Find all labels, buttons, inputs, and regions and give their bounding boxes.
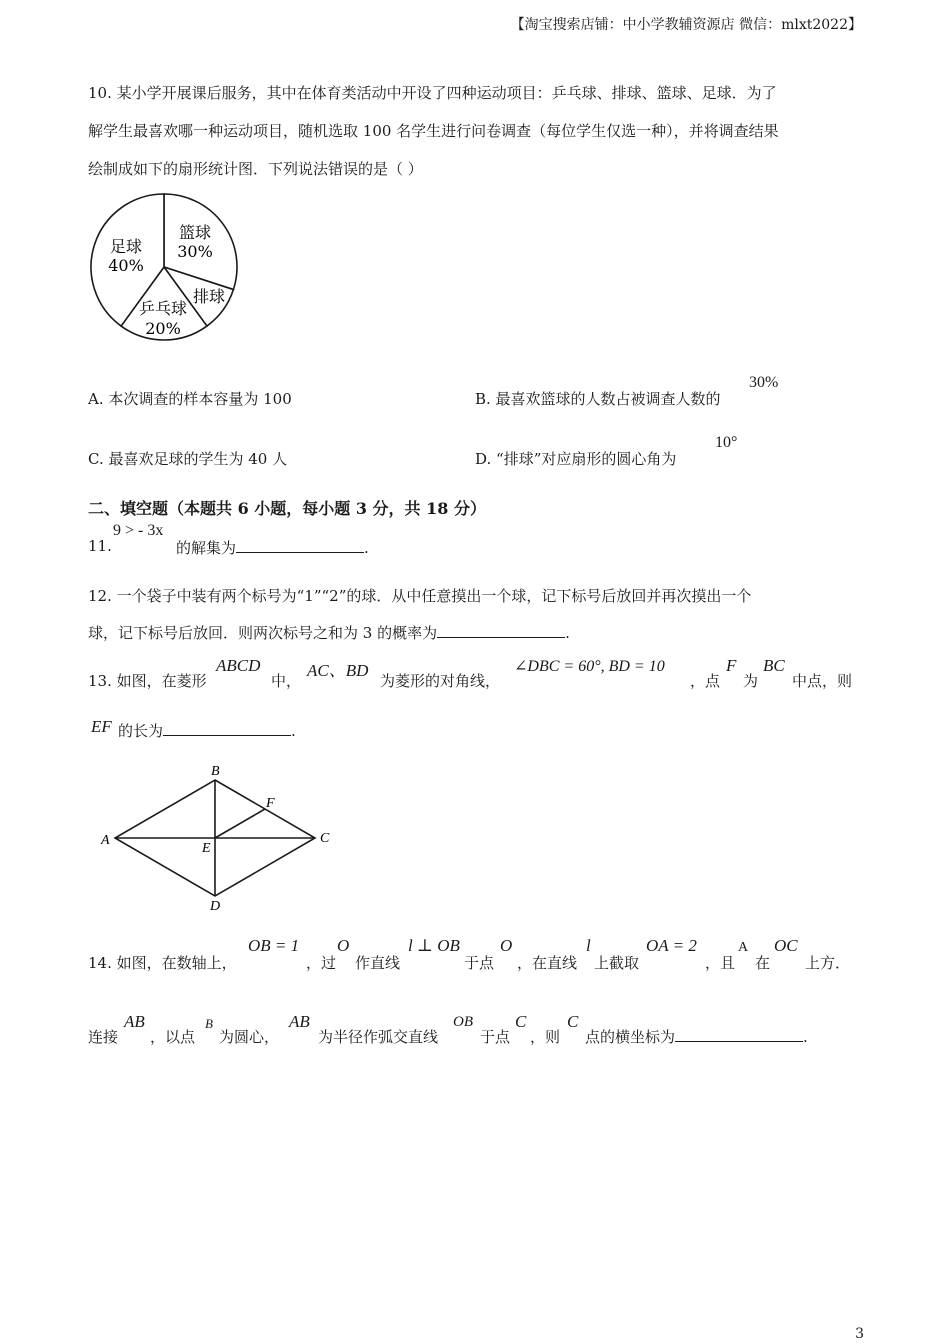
label-f: F [266, 796, 275, 811]
q13-m2: AC、BD [307, 661, 369, 680]
q14-p9: 上方． [805, 954, 851, 972]
q14-m2: O [337, 936, 350, 955]
q14-m5: l [586, 936, 591, 955]
q14-m4: O [500, 936, 513, 955]
q14-answer-blank [675, 1027, 803, 1042]
q14-n1: AB [124, 1012, 145, 1031]
q14-n2: B [205, 1016, 213, 1031]
q14-q5: 于点 [480, 1028, 511, 1046]
q13-p1: 13. 如图，在菱形 [88, 672, 207, 690]
page-number: 3 [855, 1326, 864, 1342]
q11-answer-blank [236, 538, 364, 553]
q13-p6: 中点，则 [792, 672, 853, 690]
label-b: B [211, 764, 220, 779]
q14-p6: 上截取 [594, 954, 640, 972]
q13-m1: ABCD [216, 656, 261, 675]
q14-p4: 于点 [464, 954, 495, 972]
page-header: 【淘宝搜索店铺：中小学教辅资源店 微信：mlxt2022】 [510, 17, 862, 33]
q14-p2: ，过 [306, 954, 337, 972]
q14-n3: AB [289, 1012, 310, 1031]
q13-p4: ，点 [690, 672, 721, 690]
q13-p2: 中， [271, 672, 302, 690]
q13-m5: BC [763, 656, 785, 675]
q13-p5: 为 [743, 672, 759, 690]
q14-q2: ，以点 [150, 1028, 196, 1046]
pie-label-pingpong: 乒乓球 [138, 299, 188, 318]
q10-option-d-math: 10° [715, 434, 738, 451]
q10-line3: 绘制成如下的扇形统计图．下列说法错误的是（ ） [88, 160, 423, 178]
q14-m8: OC [774, 936, 798, 955]
q11-text: 的解集为 . [176, 539, 369, 557]
q11-math: 9 > - 3x [113, 522, 164, 539]
pie-label-volleyball: 排球 [192, 287, 226, 306]
label-c: C [320, 831, 330, 846]
pie-chart [85, 188, 245, 348]
q14-m1: OB = 1 [248, 936, 300, 955]
q13-m3: ∠DBC = 60°, BD = 10 [514, 658, 665, 675]
q14-q1: 连接 [88, 1028, 119, 1046]
q14-n6: C [567, 1012, 579, 1031]
q13-answer-blank [163, 721, 291, 736]
q10-option-b-math: 30% [749, 374, 779, 391]
pie-value-pingpong: 20% [145, 319, 181, 338]
pie-label-basketball: 篮球 [178, 223, 212, 242]
q14-q7: 点的横坐标为 . [585, 1028, 808, 1046]
q13-m6: EF [91, 717, 112, 736]
q10-option-d: D. “排球”对应扇形的圆心角为 [475, 450, 677, 468]
q14-q3: 为圆心， [219, 1028, 280, 1046]
q14-n5: C [515, 1012, 527, 1031]
q10-option-c: C. 最喜欢足球的学生为 40 人 [88, 450, 288, 468]
pie-value-football: 40% [108, 256, 144, 275]
q14-p8: 在 [755, 954, 771, 972]
q14-p7: ，且 [705, 954, 736, 972]
q10-option-b: B. 最喜欢篮球的人数占被调查人数的 [475, 390, 721, 408]
q10-line2: 解学生最喜欢哪一种运动项目，随机选取 100 名学生进行问卷调查（每位学生仅选一种），并将调查结果 [88, 122, 779, 140]
pie-label-football: 足球 [109, 237, 143, 256]
label-e: E [202, 841, 211, 856]
q10-line1: 10. 某小学开展课后服务，其中在体育类活动中开设了四种运动项目：乒乓球、排球、篮球、足球．为了 [88, 84, 777, 102]
q14-q6: ，则 [530, 1028, 561, 1046]
q11-number: 11. [88, 537, 112, 555]
q10-option-a: A. 本次调查的样本容量为 100 [88, 390, 292, 408]
section-title: 二、填空题（本题共 6 小题，每小题 3 分，共 18 分） [88, 499, 486, 518]
q14-q4: 为半径作弧交直线 [318, 1028, 439, 1046]
q13-m4: F [726, 656, 737, 675]
q13-p3: 为菱形的对角线， [380, 672, 501, 690]
pie-value-basketball: 30% [177, 242, 213, 261]
label-d: D [210, 899, 221, 914]
q12-line1: 12. 一个袋子中装有两个标号为“1”“2”的球．从中任意摸出一个球，记下标号后放回并再次摸出一个 [88, 587, 752, 605]
q14-m3: l ⊥ OB [408, 936, 460, 955]
q14-p3: 作直线 [355, 954, 401, 972]
q14-p1: 14. 如图，在数轴上， [88, 954, 237, 972]
q14-n4: OB [453, 1014, 473, 1030]
q14-p5: ，在直线 [517, 954, 578, 972]
label-a: A [101, 833, 110, 848]
q14-m7: A [738, 940, 749, 955]
q14-m6: OA = 2 [646, 936, 697, 955]
q12-line2: 球，记下标号后放回．则两次标号之和为 3 的概率为 . [88, 624, 570, 642]
q13-p7: 的长为 . [118, 722, 296, 740]
rhombus-figure [95, 760, 345, 915]
segment-ef [215, 809, 265, 838]
q12-answer-blank [437, 623, 565, 638]
